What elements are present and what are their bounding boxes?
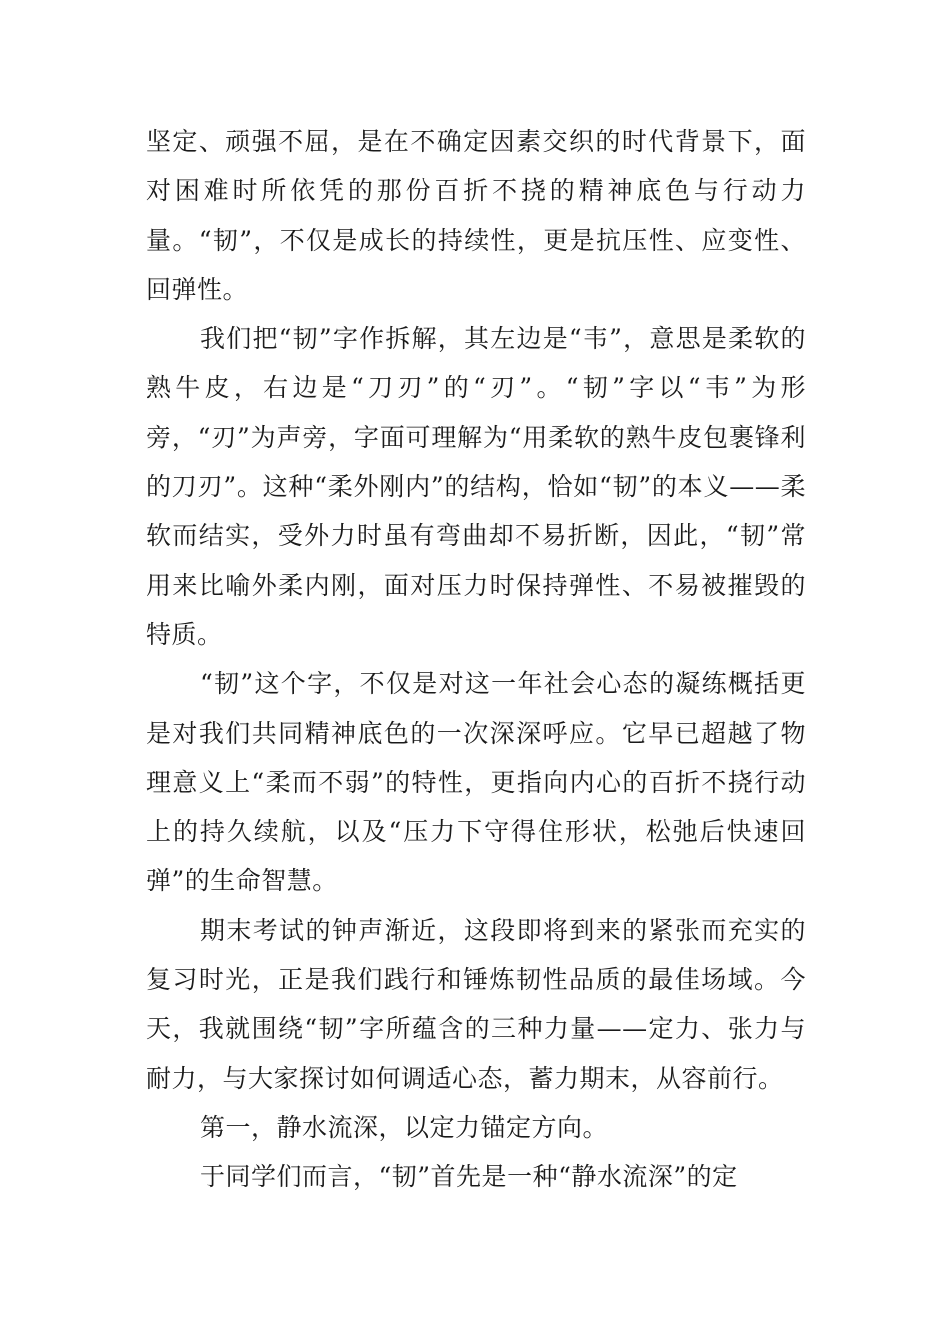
paragraph-1: 坚定、顽强不屈，是在不确定因素交织的时代背景下，面对困难时所依凭的那份百折不挠的精神底色与行动力量。“韧”，不仅是成长的持续性，更是抗压性、应变性、回弹性。 — [146, 127, 806, 304]
paragraph-5: 于同学们而言，“韧”首先是一种“静水流深”的定 — [200, 1162, 738, 1192]
paragraph-4: 期末考试的钟声渐近，这段即将到来的紧张而充实的复习时光，正是我们践行和锤炼韧性品质的最佳场域。今天，我就围绕“韧”字所蕴含的三种力量——定力、张力与耐力，与大家探讨如何调适心态，蓄力期末，从容前行。 — [146, 915, 806, 1093]
paragraph-3: “韧”这个字，不仅是对这一年社会心态的凝练概括更是对我们共同精神底色的一次深深呼应。它早已超越了物理意义上“柔而不弱”的特性，更指向内心的百折不挠行动上的持久续航，以及“压力下守得住形状，松弛后快速回弹”的生命智慧。 — [146, 669, 806, 896]
paragraph-2: 我们把“韧”字作拆解，其左边是“韦”，意思是柔软的熟牛皮，右边是“刀刃”的“刃”。“韧”字以“韦”为形旁，“刃”为声旁，字面可理解为“用柔软的熟牛皮包裹锋利的刀刃”。这种“柔外刚内”的结构，恰如“韧”的本义——柔软而结实，受外力时虽有弯曲却不易折断，因此，“韧”常用来比喻外柔内刚，面对压力时保持弹性、不易被摧毁的特质。 — [146, 324, 806, 649]
document-body — [146, 117, 806, 1202]
section-heading: 第一，静水流深，以定力锚定方向。 — [200, 1112, 609, 1142]
